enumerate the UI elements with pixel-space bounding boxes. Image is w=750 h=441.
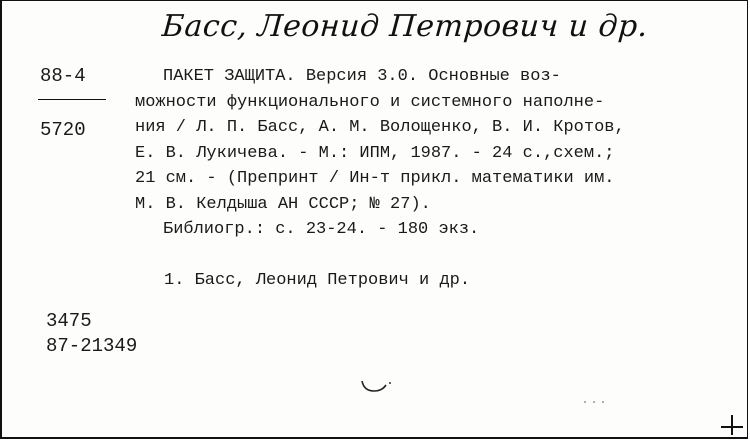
entry-line: М. В. Келдыша АН СССР; № 27).: [135, 194, 431, 214]
bibliographic-entry: [135, 64, 725, 243]
handwritten-heading: Басс, Леонид Петрович и др.: [160, 9, 650, 44]
ink-mark-icon: [360, 377, 394, 397]
speckle-icon: [582, 399, 612, 405]
call-number-top: 88-4: [40, 65, 86, 87]
tracing-entry: 1. Басс, Леонид Петрович и др.: [164, 271, 471, 290]
call-number-divider: [38, 99, 106, 100]
registration-number: 87-21349: [46, 335, 138, 357]
entry-line-bibliography: Библиогр.: с. 23-24. - 180 экз.: [163, 220, 480, 239]
corner-cross-icon: [721, 413, 743, 435]
entry-line: Е. В. Лукичева. - М.: ИПМ, 1987. - 24 с.,схем.;: [135, 143, 615, 163]
entry-line: ПАКЕТ ЗАЩИТА. Версия 3.0. Основные воз-: [163, 67, 561, 86]
accession-number: 3475: [46, 310, 92, 332]
call-number-bottom: 5720: [40, 119, 86, 141]
entry-line: ния / Л. П. Басс, А. М. Волощенко, В. И. Кротов,: [135, 118, 625, 137]
entry-line: можности функционального и системного наполне-: [135, 92, 605, 112]
entry-line: 21 см. - (Препринт / Ин-т прикл. математики им.: [135, 169, 615, 188]
